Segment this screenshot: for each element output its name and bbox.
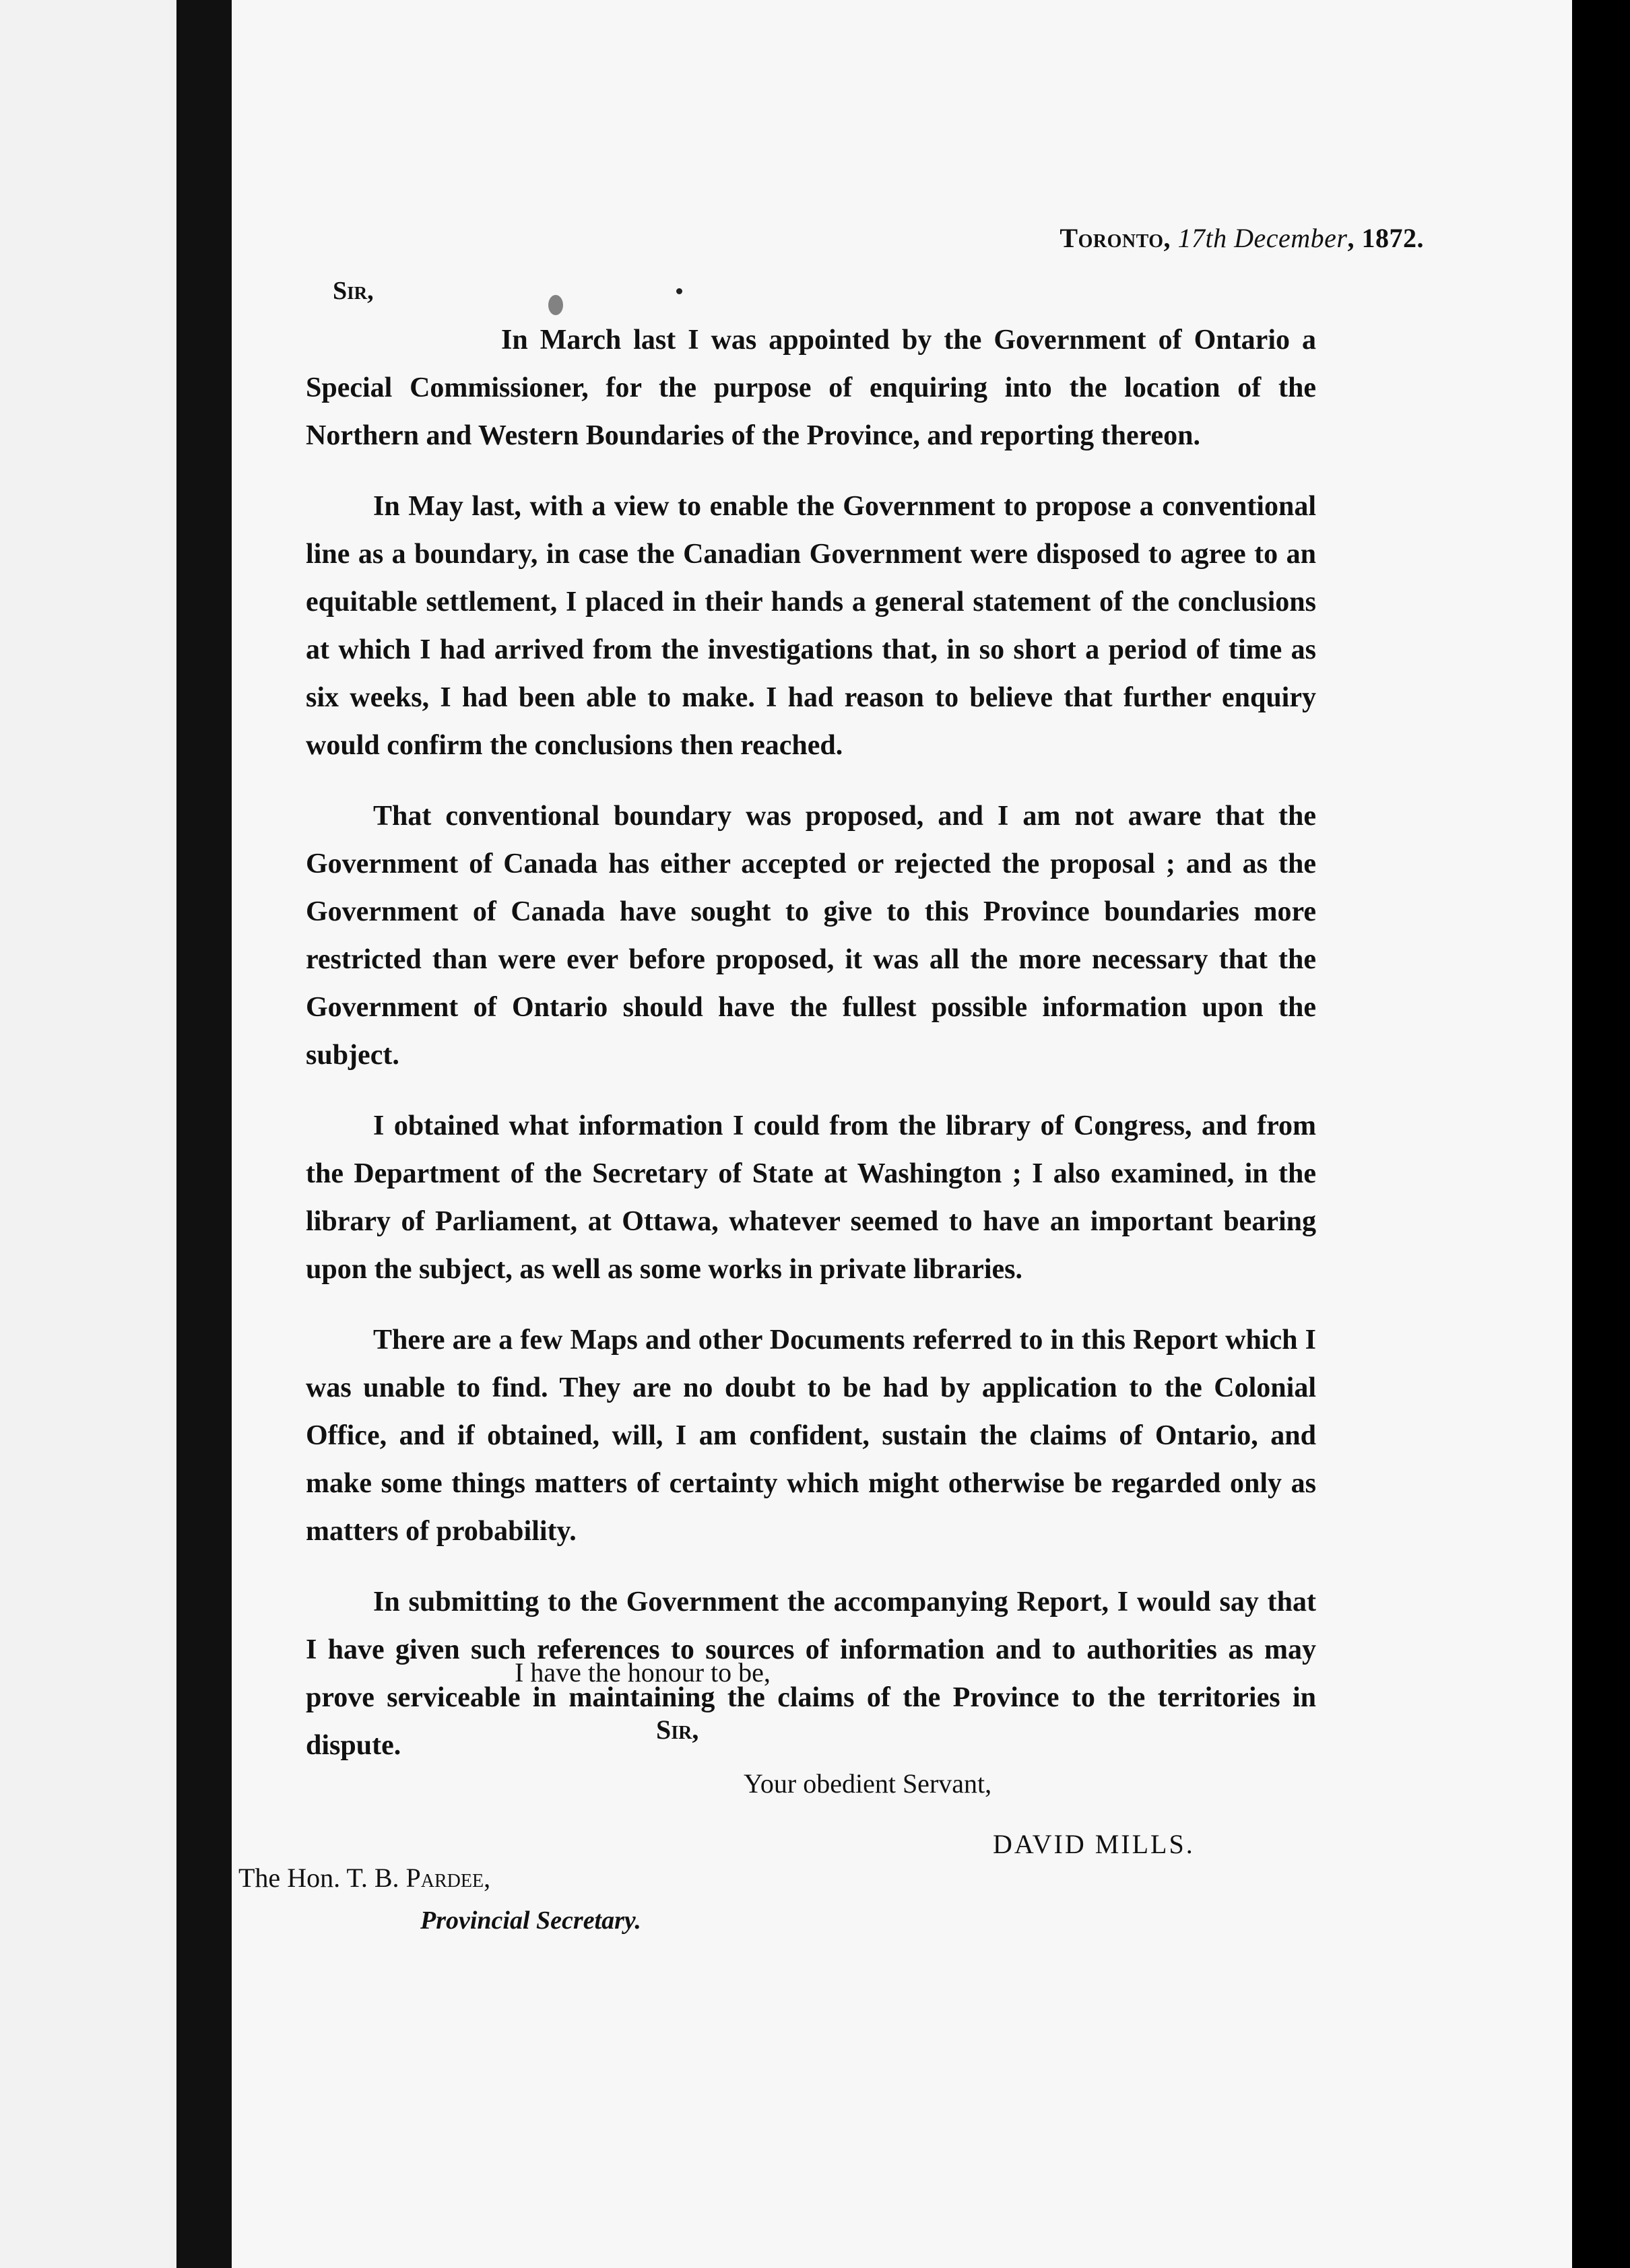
addressee-prefix: The Hon. T. B.: [238, 1863, 399, 1893]
facing-page-edge: [0, 0, 176, 2268]
dateline-date: 17th December: [1177, 223, 1348, 253]
ink-speck: [548, 295, 563, 315]
signature: DAVID MILLS.: [993, 1829, 1195, 1859]
book-gutter: [176, 0, 232, 2268]
paragraph: I obtained what information I could from the library of Congress, and from the Department of the Secretary of State at Washington ; I also examined, in the library of Parliament, at Ottawa, whatever seemed to have an important bearing upon the subject, as well as some works in private libraries.: [306, 1110, 1316, 1285]
paragraph: That conventional boundary was proposed, and I am not aware that the Government of Canada has either accepted or rejected the proposal ; and as the Government of Canada have sought to give to this Province boundaries more restricted than were ever before proposed, it was all the more necessary that the Government of Ontario should have the fullest possible information upon the subject.: [306, 801, 1316, 1071]
closing-sir: Sir,: [656, 1714, 699, 1745]
dateline-year: 1872.: [1361, 223, 1424, 253]
salutation: Sir,: [333, 277, 374, 305]
addressee-name: Pardee,: [405, 1863, 491, 1893]
closing-line: I have the honour to be,: [515, 1657, 771, 1688]
ink-speck: [676, 288, 682, 294]
closing-servant: Your obedient Servant,: [744, 1768, 992, 1799]
addressee: [238, 1862, 490, 1894]
paragraph: In May last, with a view to enable the Government to propose a conventional line as a boundary, in case the Canadian Government were disposed to agree to an equitable settlement, I placed in their hands a general statement of the conclusions at which I had arrived from the investigations that, in so short a period of time as six weeks, I had been able to make. I had reason to believe that further enquiry would confirm the conclusions then reached.: [306, 491, 1316, 761]
paragraph: In March last I was appointed by the Government of Ontario a Special Commissioner, for the purpose of enquiring into the location of the Northern and Western Boundaries of the Province, and reporting thereon.: [306, 325, 1316, 451]
paragraph: In submitting to the Government the accompanying Report, I would say that I have given such references to sources of information and to authorities as may prove serviceable in maintaining the claims of the Province to the territories in dispute.: [306, 1587, 1316, 1761]
scan-border: [1572, 0, 1630, 2268]
addressee-title: Provincial Secretary.: [420, 1906, 641, 1935]
dateline-city: Toronto: [1060, 223, 1164, 253]
letter-body: [306, 316, 1316, 1793]
dateline: Toronto, 17th December, 1872.: [1060, 223, 1424, 253]
letter-page: [232, 0, 1572, 2268]
paragraph: There are a few Maps and other Documents referred to in this Report which I was unable to find. They are no doubt to be had by application to the Colonial Office, and if obtained, will, I am confident, sustain the claims of Ontario, and make some things matters of certainty which might otherwise be regarded only as matters of probability.: [306, 1325, 1316, 1547]
